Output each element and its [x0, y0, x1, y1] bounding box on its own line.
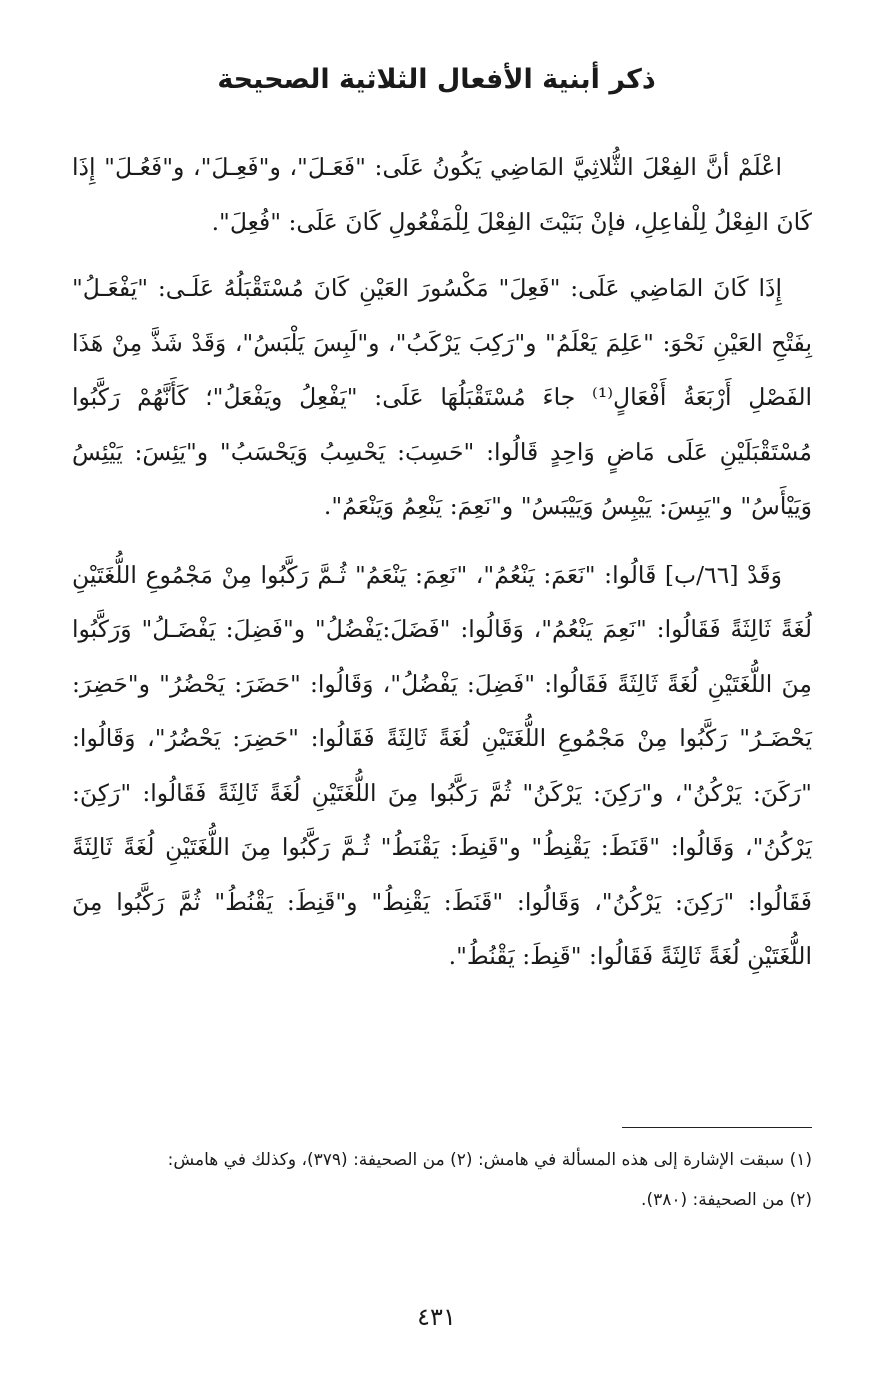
main-text [72, 140, 812, 998]
footnote-1: (١) سبقت الإشارة إلى هذه المسألة في هامش: (٢) من الصحيفة: (٣٧٩)، وكذلك في هامش: [167, 1150, 812, 1170]
footnote-separator [622, 1127, 812, 1128]
page-number: ٤٣١ [417, 1303, 456, 1331]
chapter-title: ذكر أبنية الأفعال الثلاثية الصحيحة [217, 64, 656, 95]
paragraph-2: إِذَا كَانَ المَاضِي عَلَى: "فَعِلَ" مَكْسُورَ العَيْنِ كَانَ مُسْتَقْبَلُهُ عَلَـى: "يَفْعَـلُ" بِفَتْحِ العَيْنِ نَحْوَ: "عَلِمَ يَعْلَمُ" و"رَكِبَ يَرْكَبُ"، و"لَبِسَ يَلْبَسُ"، وَقَدْ شَذَّ مِنْ هَذَا الفَصْلِ أَرْبَعَةُ أَفْعَالٍ⁽¹⁾ جاءَ مُسْتَقْبَلُهَا عَلَى: "يَفْعِلُ ويَفْعَلُ"؛ كَأَنَّهُمْ رَكَّبُوا مُسْتَقْبَلَيْنِ عَلَى مَاضٍ وَاحِدٍ قَالُوا: "حَسِبَ: يَحْسِبُ وَيَحْسَبُ" و"يَئِسَ: يَيْئِسُ وَيَيْأَسُ" و"يَبِسَ: يَيْبِسُ وَيَيْبَسُ" و"نَعِمَ: يَنْعِمُ وَيَنْعَمُ". [72, 274, 813, 520]
footnote-2: (٢) من الصحيفة: (٣٨٠). [641, 1190, 812, 1210]
paragraph-1: اعْلَمْ أنَّ الفِعْلَ الثُّلاثِيَّ المَاضِي يَكُونُ عَلَى: "فَعَـلَ"، و"فَعِـلَ"، و"فَعُـلَ" إِذَا كَانَ الفِعْلُ لِلْفاعِلِ، فإنْ بَنَيْتَ الفِعْلَ لِلْمَفْعُولِ كَانَ عَلَى: "فُعِلَ". [72, 153, 812, 236]
paragraph-3: وَقَدْ [٦٦/ب] قَالُوا: "نَعَمَ: يَنْعُمُ"، "نَعِمَ: يَنْعَمُ" ثُـمَّ رَكَّبُوا مِنْ مَجْمُوعِ اللُّغَتَيْنِ لُغَةً ثَالِثَةً فَقَالُوا: "نَعِمَ يَنْعُمُ"، وَقَالُوا: "فَضَلَ:يَفْضُلُ" و"فَضِلَ: يَفْضَـلُ" وَرَكَّبُوا مِنَ اللُّغَتَيْنِ لُغَةً ثَالِثَةً فَقَالُوا: "فَضِلَ: يَفْضُلُ"، وَقَالُوا: "حَضَرَ: يَحْضُرُ" و"حَضِرَ: يَحْضَـرُ" رَكَّبُوا مِنْ مَجْمُوعِ اللُّغَتَيْنِ لُغَةً ثَالِثَةً فَقَالُوا: "حَضِرَ: يَحْضُرُ"، وَقَالُوا: "رَكَنَ: يَرْكُنُ"، و"رَكِنَ: يَرْكَنُ" ثُمَّ رَكَّبُوا مِنَ اللُّغَتَيْنِ لُغَةً ثَالِثَةً فَقَالُوا: "رَكِنَ: يَرْكُنُ"، وَقَالُوا: "قَنَطَ: يَقْنِطُ" و"قَنِطَ: يَقْنَطُ" ثُـمَّ رَكَّبُوا مِنَ اللُّغَتَيْنِ لُغَةً ثَالِثَةً فَقَالُوا: "رَكِنَ: يَرْكُنُ"، وَقَالُوا: "قَنَطَ: يَقْنِطُ" و"قَنِطَ: يَقْنُطُ" ثُمَّ رَكَّبُوا مِنَ اللُّغَتَيْنِ لُغَةً ثَالِثَةً فَقَالُوا: "قَنِطَ: يَقْنُطُ". [72, 560, 812, 970]
footnotes [72, 1140, 812, 1220]
